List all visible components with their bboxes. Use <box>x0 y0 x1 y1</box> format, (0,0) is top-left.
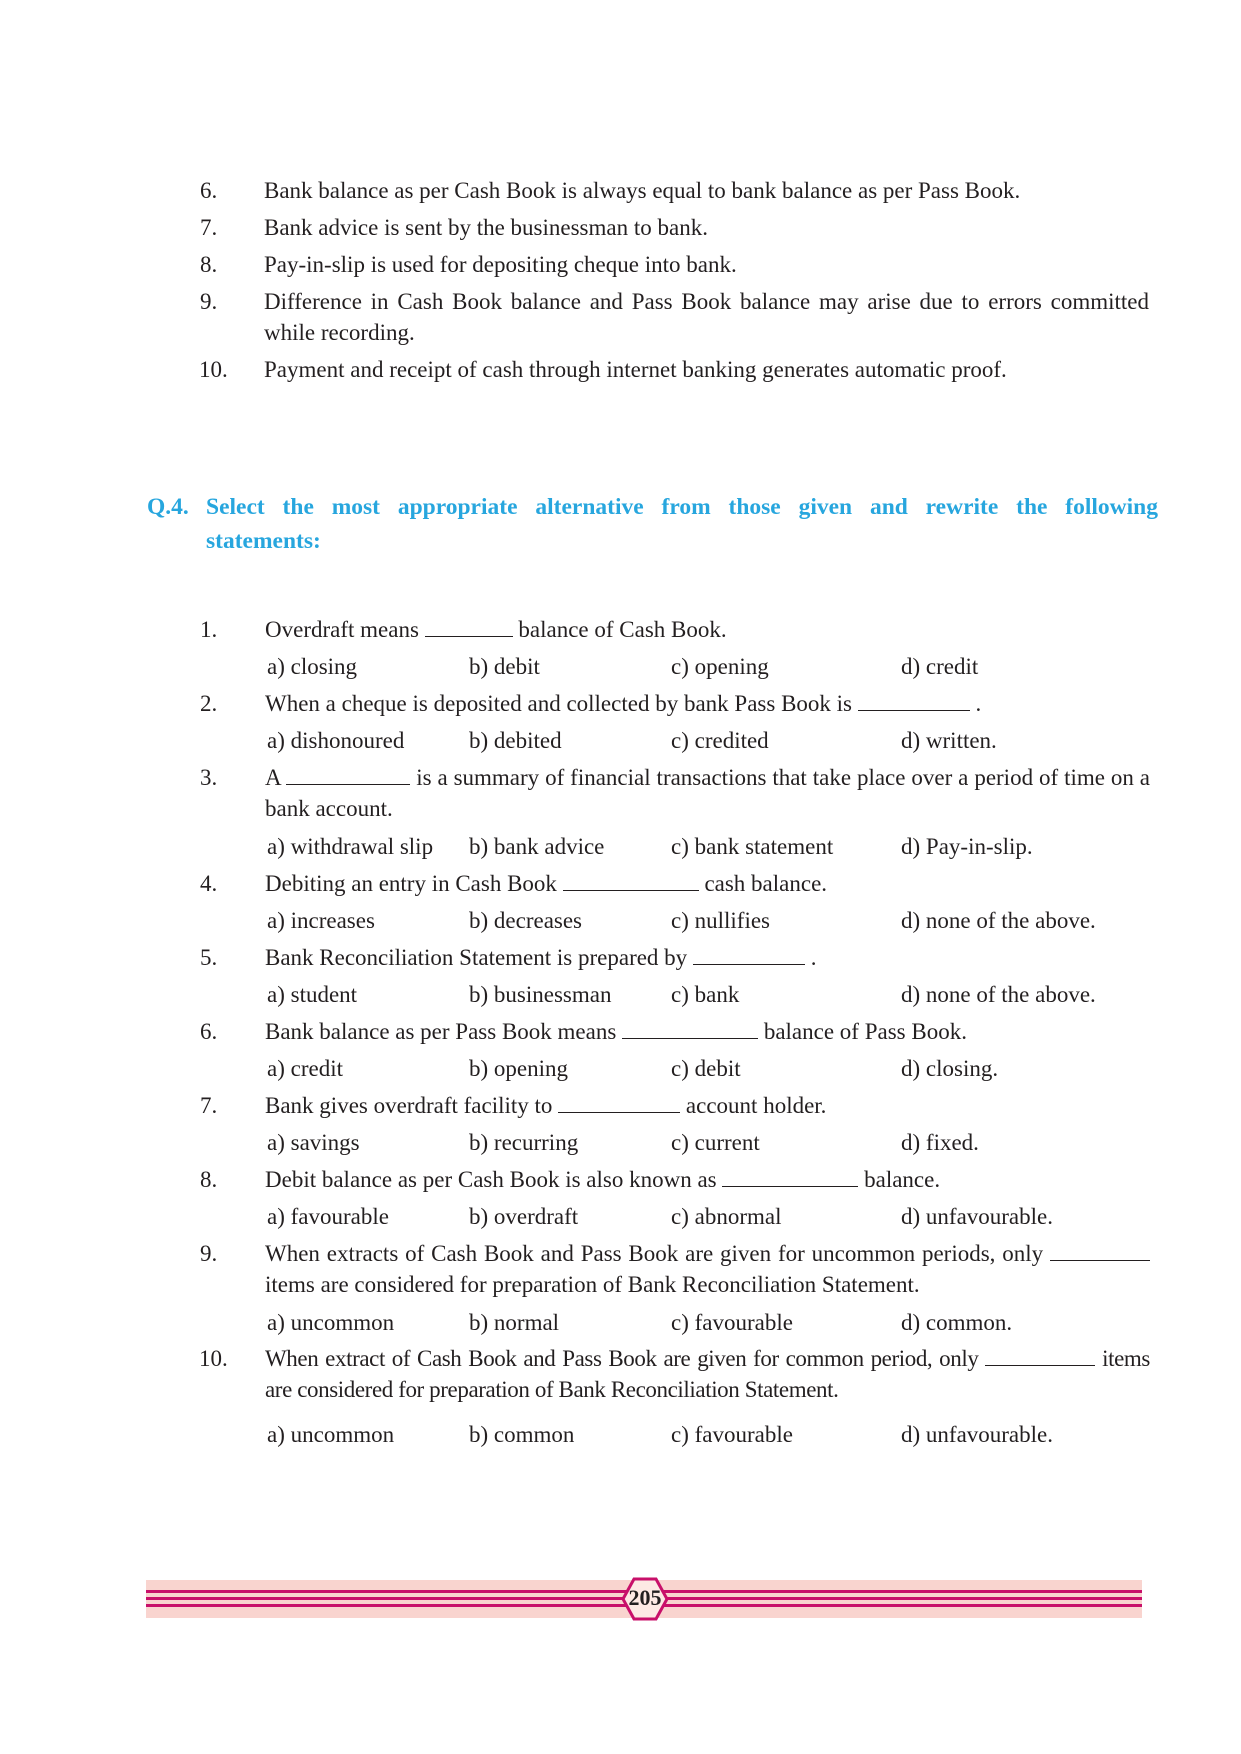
mcq-question-post: account holder. <box>685 1093 827 1118</box>
mcq-question-pre: A <box>265 765 281 790</box>
mcq-option: b) common <box>469 1422 575 1447</box>
mcq-number: 6. <box>200 1019 218 1044</box>
question-number: Q.4. <box>147 494 189 520</box>
mcq-option: b) opening <box>469 1056 569 1081</box>
mcq-question-pre: Bank gives overdraft facility to <box>265 1093 553 1118</box>
mcq-option: c) debit <box>671 1056 741 1081</box>
mcq-option: d) fixed. <box>901 1130 979 1155</box>
mcq-question-pre: Bank Reconciliation Statement is prepared by <box>265 945 688 970</box>
mcq-option: a) student <box>267 982 358 1007</box>
page-number: 205 <box>628 1585 662 1610</box>
mcq-option: a) increases <box>267 908 375 933</box>
mcq-question <box>265 942 1150 973</box>
item-number: 8. <box>200 252 218 277</box>
mcq-question-pre: When extracts of Cash Book and Pass Book are given for uncommon periods, only <box>265 1241 1044 1266</box>
mcq-option: b) overdraft <box>469 1204 579 1229</box>
mcq-question-post: items are considered for preparation of Bank Reconciliation Statement. <box>265 1272 920 1297</box>
item-number: 9. <box>200 289 218 314</box>
mcq-option: b) bank advice <box>469 834 605 859</box>
mcq-option: a) withdrawal slip <box>267 834 434 859</box>
answer-blank <box>563 870 699 891</box>
mcq-option: a) uncommon <box>267 1422 395 1447</box>
mcq-option: c) nullifies <box>671 908 770 933</box>
mcq-question-pre: When a cheque is deposited and collected by bank Pass Book is <box>265 691 852 716</box>
answer-blank <box>1050 1240 1150 1261</box>
answer-blank <box>558 1092 680 1113</box>
item-text: Payment and receipt of cash through internet banking generates automatic proof. <box>264 357 1007 382</box>
mcq-option: c) favourable <box>671 1310 793 1335</box>
mcq-option: d) written. <box>901 728 997 753</box>
mcq-number: 1. <box>200 617 218 642</box>
mcq-option: d) credit <box>901 654 979 679</box>
mcq-option: a) uncommon <box>267 1310 395 1335</box>
answer-blank <box>722 1166 858 1187</box>
mcq-question <box>265 1016 1150 1047</box>
item-number: 6. <box>200 178 218 203</box>
answer-blank <box>425 616 513 637</box>
mcq-option: d) none of the above. <box>901 982 1096 1007</box>
mcq-question-post: . <box>975 691 982 716</box>
answer-blank <box>693 944 805 965</box>
mcq-question <box>265 688 1150 719</box>
mcq-number: 10. <box>199 1346 228 1371</box>
item-text: Bank advice is sent by the businessman to bank. <box>264 215 708 240</box>
mcq-question <box>265 762 1150 824</box>
mcq-number: 3. <box>200 765 218 790</box>
answer-blank <box>858 690 970 711</box>
mcq-question <box>265 1238 1150 1300</box>
mcq-option: a) closing <box>267 654 358 679</box>
mcq-question <box>265 1343 1150 1405</box>
mcq-option: d) unfavourable. <box>901 1204 1053 1229</box>
mcq-option: a) dishonoured <box>267 728 405 753</box>
answer-blank <box>622 1018 758 1039</box>
mcq-option: c) abnormal <box>671 1204 782 1229</box>
mcq-number: 4. <box>200 871 218 896</box>
mcq-option: d) common. <box>901 1310 1013 1335</box>
item-text: Pay-in-slip is used for depositing cheque into bank. <box>264 252 737 277</box>
mcq-option: c) opening <box>671 654 769 679</box>
mcq-option: b) debit <box>469 654 540 679</box>
mcq-option: b) businessman <box>469 982 612 1007</box>
mcq-question-post: balance of Cash Book. <box>518 617 727 642</box>
mcq-question <box>265 1090 1150 1121</box>
item-text: Bank balance as per Cash Book is always equal to bank balance as per Pass Book. <box>264 178 1021 203</box>
mcq-option: a) credit <box>267 1056 343 1081</box>
item-text: Difference in Cash Book balance and Pass Book balance may arise due to errors committed while recording. <box>264 289 1149 345</box>
mcq-option: b) decreases <box>469 908 583 933</box>
mcq-option: a) savings <box>267 1130 360 1155</box>
mcq-question-pre: When extract of Cash Book and Pass Book are given for common period, only <box>265 1346 979 1371</box>
mcq-option: b) debited <box>469 728 562 753</box>
mcq-question <box>265 1164 1150 1195</box>
mcq-question-post: is a summary of financial transactions that take place over a period of time on a bank account. <box>265 765 1150 821</box>
mcq-option: a) favourable <box>267 1204 389 1229</box>
mcq-option: d) Pay-in-slip. <box>901 834 1033 859</box>
mcq-question-post: items are considered for preparation of Bank Reconciliation Statement. <box>265 1346 1150 1402</box>
mcq-option: c) favourable <box>671 1422 793 1447</box>
mcq-question-pre: Bank balance as per Pass Book means <box>265 1019 617 1044</box>
mcq-option: c) credited <box>671 728 769 753</box>
mcq-number: 5. <box>200 945 218 970</box>
mcq-option: b) recurring <box>469 1130 579 1155</box>
mcq-option: b) normal <box>469 1310 560 1335</box>
answer-blank <box>286 764 410 785</box>
mcq-number: 7. <box>200 1093 218 1118</box>
mcq-option: d) none of the above. <box>901 908 1096 933</box>
mcq-option: d) unfavourable. <box>901 1422 1053 1447</box>
mcq-question <box>265 614 1150 645</box>
answer-blank <box>985 1345 1095 1366</box>
mcq-number: 2. <box>200 691 218 716</box>
mcq-option: c) bank <box>671 982 740 1007</box>
mcq-option: c) current <box>671 1130 760 1155</box>
mcq-question-post: balance. <box>864 1167 941 1192</box>
mcq-question-pre: Debiting an entry in Cash Book <box>265 871 557 896</box>
mcq-question <box>265 868 1150 899</box>
mcq-question-post: cash balance. <box>704 871 828 896</box>
mcq-option: c) bank statement <box>671 834 834 859</box>
item-number: 10. <box>199 357 228 382</box>
mcq-question-post: balance of Pass Book. <box>763 1019 967 1044</box>
mcq-number: 9. <box>200 1241 218 1266</box>
item-number: 7. <box>200 215 218 240</box>
mcq-option: d) closing. <box>901 1056 999 1081</box>
mcq-question-pre: Debit balance as per Cash Book is also known as <box>265 1167 717 1192</box>
mcq-question-pre: Overdraft means <box>265 617 419 642</box>
mcq-number: 8. <box>200 1167 218 1192</box>
question-title: Select the most appropriate alternative from those given and rewrite the following statements: <box>206 494 1158 554</box>
mcq-question-post: . <box>810 945 817 970</box>
